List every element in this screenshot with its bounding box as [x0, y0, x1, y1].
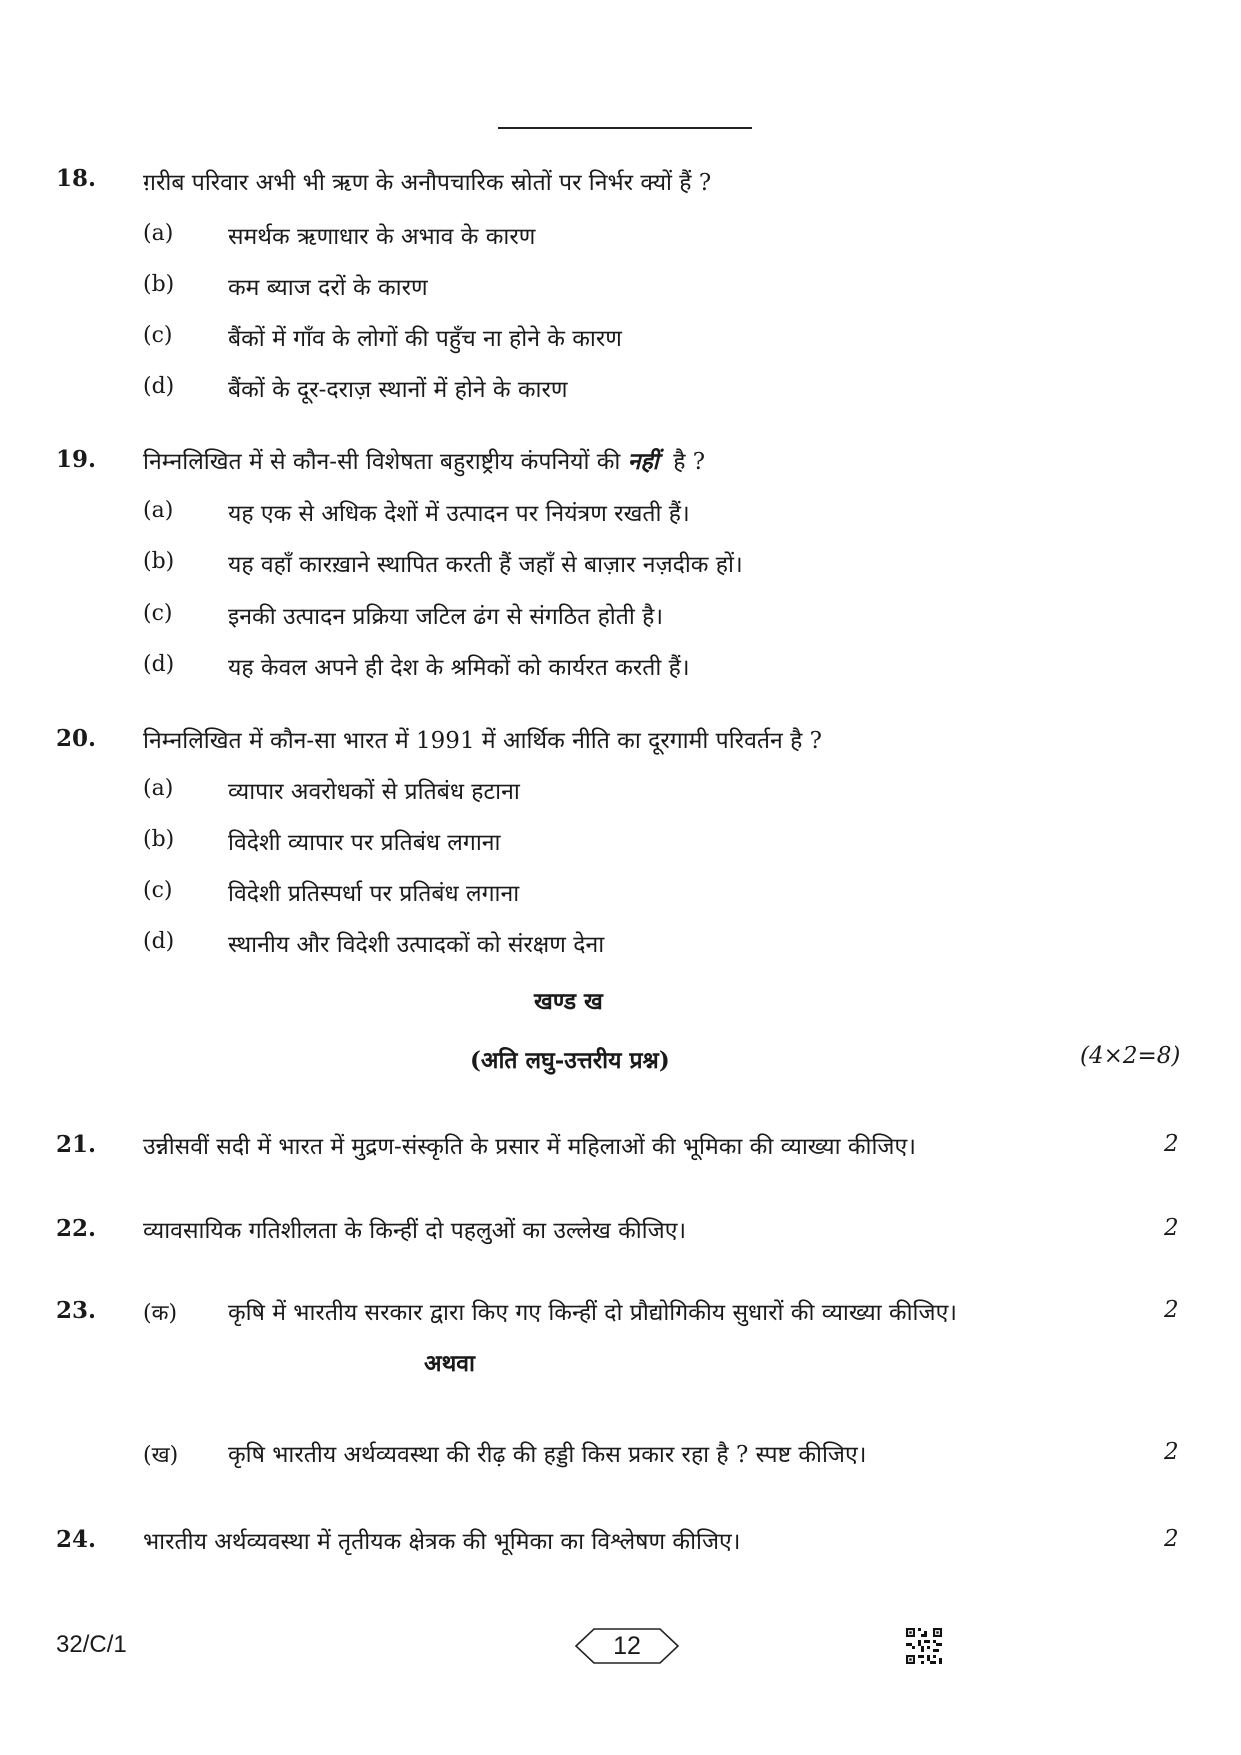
- question-24-number: 24.: [56, 1526, 97, 1553]
- q20-option-b-text: विदेशी व्यापार पर प्रतिबंध लगाना: [228, 830, 501, 856]
- q19-option-c-text: इनकी उत्पादन प्रक्रिया जटिल ढंग से संगठित होती है।: [228, 604, 664, 630]
- q18-option-c-label: (c): [143, 323, 173, 348]
- section-marks-scheme: (4×2=8): [1080, 1043, 1181, 1069]
- q18-option-a-text: समर्थक ऋणाधार के अभाव के कारण: [228, 224, 536, 250]
- q20-option-a-label: (a): [143, 776, 174, 801]
- q20-option-d-text: स्थानीय और विदेशी उत्पादकों को संरक्षण देना: [228, 932, 605, 958]
- question-18-text: ग़रीब परिवार अभी भी ऋण के अनौपचारिक स्रोतों पर निर्भर क्यों हैं ?: [143, 170, 712, 196]
- q19-option-a-label: (a): [143, 498, 174, 523]
- top-rule: [498, 127, 752, 129]
- q20-option-b-label: (b): [143, 827, 175, 852]
- q23-part-a-marks: 2: [1164, 1297, 1179, 1323]
- q19-text-before: निम्नलिखित में से कौन-सी विशेषता बहुराष्ट्रीय कंपनियों की: [143, 449, 621, 475]
- q19-option-d-label: (d): [143, 652, 175, 677]
- q23-or-label: अथवा: [424, 1350, 476, 1377]
- q18-option-d-text: बैंकों के दूर-दराज़ स्थानों में होने के कारण: [228, 377, 568, 403]
- q19-option-a-text: यह एक से अधिक देशों में उत्पादन पर नियंत्रण रखती हैं।: [228, 501, 690, 527]
- section-title: खण्ड ख: [534, 988, 603, 1015]
- q20-option-c-text: विदेशी प्रतिस्पर्धा पर प्रतिबंध लगाना: [228, 881, 520, 907]
- q18-option-c-text: बैंकों में गाँव के लोगों की पहुँच ना होने के कारण: [228, 326, 622, 352]
- question-23-number: 23.: [56, 1297, 97, 1324]
- page-number: 12: [613, 1632, 641, 1660]
- question-21-marks: 2: [1164, 1131, 1179, 1157]
- q23-part-a-label: (क): [143, 1301, 178, 1326]
- q19-option-b-text: यह वहाँ कारख़ाने स्थापित करती हैं जहाँ से बाज़ार नज़दीक हों।: [228, 552, 743, 578]
- q19-option-b-label: (b): [143, 549, 175, 574]
- q23-part-a-text: कृषि में भारतीय सरकार द्वारा किए गए किन्हीं दो प्रौद्योगिकीय सुधारों की व्याख्या कीजिए।: [228, 1300, 958, 1326]
- q19-text-after: है ?: [673, 449, 706, 475]
- q23-part-b-label: (ख): [143, 1443, 179, 1468]
- q20-option-a-text: व्यापार अवरोधकों से प्रतिबंध हटाना: [228, 779, 520, 805]
- q18-option-b-label: (b): [143, 272, 175, 297]
- page-number-badge: [574, 1627, 680, 1665]
- question-21-number: 21.: [56, 1131, 97, 1158]
- question-20-text: निम्नलिखित में कौन-सा भारत में 1991 में आर्थिक नीति का दूरगामी परिवर्तन है ?: [143, 728, 822, 754]
- q23-part-b-text: कृषि भारतीय अर्थव्यवस्था की रीढ़ की हड्डी किस प्रकार रहा है ? स्पष्ट कीजिए।: [228, 1442, 867, 1468]
- question-22-marks: 2: [1164, 1215, 1179, 1241]
- question-22-number: 22.: [56, 1215, 97, 1242]
- question-24-text: भारतीय अर्थव्यवस्था में तृतीयक क्षेत्रक की भूमिका का विश्लेषण कीजिए।: [143, 1529, 741, 1555]
- q18-option-b-text: कम ब्याज दरों के कारण: [228, 275, 428, 301]
- q20-option-c-label: (c): [143, 878, 173, 903]
- q19-emphasis: नहीं: [627, 448, 659, 475]
- q23-part-b-marks: 2: [1164, 1439, 1179, 1465]
- q19-option-c-label: (c): [143, 601, 173, 626]
- question-20-number: 20.: [56, 725, 97, 752]
- question-18-number: 18.: [56, 165, 97, 192]
- question-19-text: [143, 444, 705, 476]
- section-subtitle: (अति लघु-उत्तरीय प्रश्न): [470, 1047, 670, 1074]
- paper-code: 32/C/1: [56, 1631, 127, 1658]
- q19-option-d-text: यह केवल अपने ही देश के श्रमिकों को कार्यरत करती हैं।: [228, 655, 690, 681]
- question-21-text: उन्नीसवीं सदी में भारत में मुद्रण-संस्कृति के प्रसार में महिलाओं की भूमिका की व्याख्या कीजिए।: [143, 1134, 916, 1160]
- q18-option-d-label: (d): [143, 374, 175, 399]
- question-24-marks: 2: [1164, 1526, 1179, 1552]
- q20-option-d-label: (d): [143, 929, 175, 954]
- question-19-number: 19.: [56, 446, 97, 473]
- question-22-text: व्यावसायिक गतिशीलता के किन्हीं दो पहलुओं का उल्लेख कीजिए।: [143, 1218, 687, 1244]
- qr-code-icon: [906, 1628, 942, 1664]
- q18-option-a-label: (a): [143, 221, 174, 246]
